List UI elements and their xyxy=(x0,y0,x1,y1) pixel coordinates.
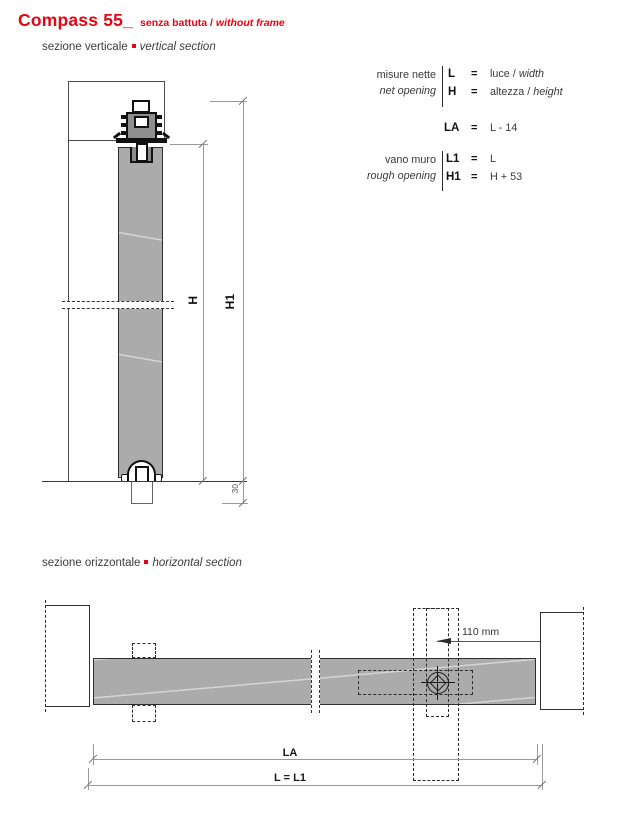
legend-value-L xyxy=(490,68,544,80)
legend-net-opening-label xyxy=(340,67,436,99)
floor-guide-slot xyxy=(135,466,149,481)
wall-edge-line xyxy=(68,141,69,481)
floor-line xyxy=(42,481,247,482)
vertical-section-label xyxy=(42,41,216,53)
dim-l-line xyxy=(88,785,542,786)
subtitle-english: without frame xyxy=(215,17,285,29)
wall-left-broken-edge xyxy=(45,600,46,712)
wall-right-broken-edge xyxy=(583,607,584,715)
dim-110-line xyxy=(437,641,540,642)
jamb-post-inner-outline xyxy=(426,608,449,717)
legend-equals: = xyxy=(471,171,478,183)
legend-net-opening-en: net opening xyxy=(379,85,436,97)
horizontal-section-label xyxy=(42,557,242,569)
section-break xyxy=(311,650,320,713)
legend-divider xyxy=(442,151,443,191)
legend-rough-opening-it: vano muro xyxy=(384,154,436,166)
legend-value-H-en: height xyxy=(533,86,563,98)
legend-value-L-en: width xyxy=(518,68,545,80)
dim-h1-label: H1 xyxy=(223,294,237,310)
horizontal-section-label-en: horizontal section xyxy=(152,557,242,569)
track-tooth xyxy=(121,115,126,119)
dim-l-label: L = L1 xyxy=(274,772,306,784)
dim-la-extension-right xyxy=(537,744,538,765)
legend-value-LA: L - 14 xyxy=(490,122,518,134)
guide-block-outline-top xyxy=(132,643,156,658)
dim-h-line xyxy=(203,144,204,481)
track-tooth xyxy=(121,131,126,135)
dim-la-line xyxy=(93,759,537,760)
legend-value-H xyxy=(490,86,563,98)
legend-symbol-L1: L1 xyxy=(446,153,460,165)
horizontal-section-label-it: sezione orizzontale xyxy=(42,557,141,569)
dim-30-label: 30 xyxy=(230,484,240,494)
guide-block-outline-bottom xyxy=(132,705,156,722)
legend-rough-opening-en: rough opening xyxy=(366,170,436,182)
dim-h-label: H xyxy=(186,296,200,305)
wall-left xyxy=(45,605,90,707)
vertical-section-label-it: sezione verticale xyxy=(42,41,128,53)
legend-net-opening-it: misure nette xyxy=(376,69,436,81)
floor-pin xyxy=(131,481,153,504)
page-header xyxy=(18,10,285,31)
door-panel-vertical xyxy=(118,147,163,478)
red-bullet-icon xyxy=(144,560,148,564)
dim-la-extension-left xyxy=(93,744,94,765)
legend-symbol-H1: H1 xyxy=(446,171,461,183)
dim-30-extension-bottom xyxy=(222,503,248,504)
legend-rough-opening-label xyxy=(340,152,436,184)
legend-divider xyxy=(442,66,443,107)
track-channel xyxy=(134,116,149,128)
dim-h1-line xyxy=(243,101,244,503)
page-title: Compass 55_ xyxy=(18,10,134,30)
legend-equals: = xyxy=(471,153,478,165)
dim-l-extension-left xyxy=(88,768,89,790)
dim-110-arrowhead-icon xyxy=(437,638,451,644)
red-bullet-icon xyxy=(132,44,136,48)
legend-equals: = xyxy=(471,122,478,134)
legend-equals: = xyxy=(471,86,478,98)
track-tooth xyxy=(157,115,162,119)
page-subtitle xyxy=(140,17,285,29)
legend-equals: = xyxy=(471,68,478,80)
legend-symbol-LA: LA xyxy=(444,122,460,134)
track-tooth xyxy=(157,123,162,127)
track-tooth xyxy=(121,123,126,127)
hanger-bolt xyxy=(136,143,148,162)
legend-symbol-H: H xyxy=(448,86,457,98)
subtitle-italian: senza battuta / xyxy=(140,17,213,29)
flush-handle-outline xyxy=(358,670,473,695)
legend-value-L1: L xyxy=(490,153,497,165)
dim-la-label: LA xyxy=(282,747,298,759)
dim-110-label: 110 mm xyxy=(462,626,500,638)
legend-value-L-it: luce / xyxy=(490,68,516,80)
legend-symbol-L: L xyxy=(448,68,456,80)
wall-right xyxy=(540,612,583,710)
legend-value-H1: H + 53 xyxy=(490,171,523,183)
legend-value-H-it: altezza / xyxy=(490,86,531,98)
vertical-section-label-en: vertical section xyxy=(139,41,216,53)
section-break xyxy=(62,301,174,309)
